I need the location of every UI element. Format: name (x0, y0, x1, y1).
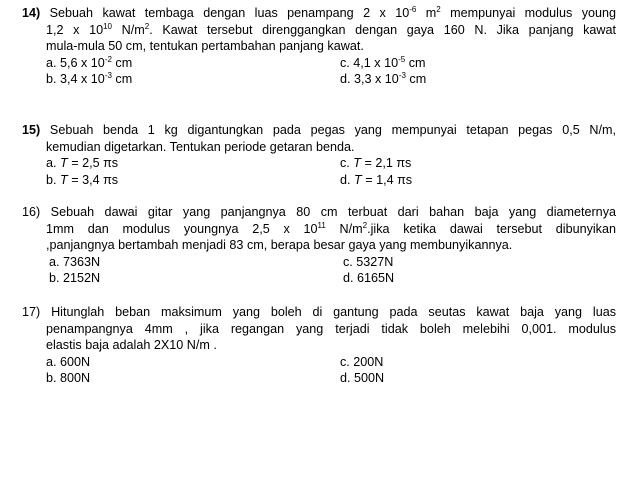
question-line: 1,2 x $10^{10}$ $N/m^2$. Kawat tersebut direnggangkan dengan gaya 160 N. Jika panjang kawat (46, 21, 616, 37)
option-d[interactable]: d. 3,3 x $10^{-3}$ cm (340, 71, 427, 87)
question-line: ,panjangnya bertambah menjadi 83 cm, berapa besar gaya yang membunyikannya. (46, 238, 513, 253)
option-a[interactable]: a. T = 2,5 πs (46, 156, 119, 171)
options-row (22, 254, 616, 271)
option-b[interactable]: b. 3,4 x $10^{-3}$ cm (46, 71, 133, 87)
question-number: 16) (22, 205, 41, 219)
options-row (22, 370, 616, 387)
option-c[interactable]: c. 4,1 x $10^{-5}$ cm (340, 54, 426, 70)
option-b[interactable]: b. 2152N (49, 271, 101, 286)
question-line: 15) Sebuah benda 1 kg digantungkan pada pegas yang mempunyai tetapan pegas 0,5 N/m, (22, 123, 616, 137)
question-line: mula-mula 50 cm, tentukan pertambahan panjang kawat. (46, 39, 364, 54)
question-15 (22, 122, 616, 188)
question-line: 14) Sebuah kawat tembaga dengan luas penampang 2 x $10^{-6}$ $m^2$ mempunyai modulus young (22, 5, 617, 20)
question-line: kemudian digetarkan. Tentukan periode getaran benda. (46, 139, 355, 154)
option-a[interactable]: a. 7363N (49, 254, 101, 269)
option-d[interactable]: d. T = 1,4 πs (340, 172, 413, 187)
option-c[interactable]: c. 5327N (343, 254, 394, 269)
question-number: 17) (22, 305, 41, 319)
option-d[interactable]: d. 500N (340, 371, 385, 386)
question-16 (22, 204, 616, 287)
option-a[interactable]: a. 600N (46, 354, 91, 369)
option-b[interactable]: b. 800N (46, 371, 91, 386)
options-row (22, 71, 616, 88)
question-line: 16) Sebuah dawai gitar yang panjangnya 80 cm terbuat dari bahan baja yang diameternya (22, 205, 616, 219)
question-line: 1mm dan modulus youngnya 2,5 x $10^{11}$ $N/m^2.jika$ ketika dawai tersebut dibunyikan (46, 220, 616, 236)
question-number: 15) (22, 123, 41, 137)
option-b[interactable]: b. T = 3,4 πs (46, 172, 119, 187)
options-row (22, 155, 616, 172)
question-line: elastis baja adalah 2X10 N/m . (46, 338, 217, 353)
option-c[interactable]: c. 200N (340, 354, 384, 369)
options-row (22, 354, 616, 371)
question-14 (22, 5, 616, 88)
options-row (22, 172, 616, 189)
option-a[interactable]: a. 5,6 x $10^{-2}$ cm (46, 54, 133, 70)
question-line: penampangnya 4mm , jika regangan yang terjadi tidak boleh melebihi 0,001. modulus (46, 321, 616, 336)
option-d[interactable]: d. 6165N (343, 271, 395, 286)
question-line: 17) Hitunglah beban maksimum yang boleh di gantung pada seutas kawat baja yang luas (22, 305, 617, 319)
question-17 (22, 304, 616, 387)
option-c[interactable]: c. T = 2,1 πs (340, 156, 412, 171)
options-row (22, 55, 616, 72)
options-row (22, 270, 616, 287)
question-number: 14) (22, 6, 41, 20)
